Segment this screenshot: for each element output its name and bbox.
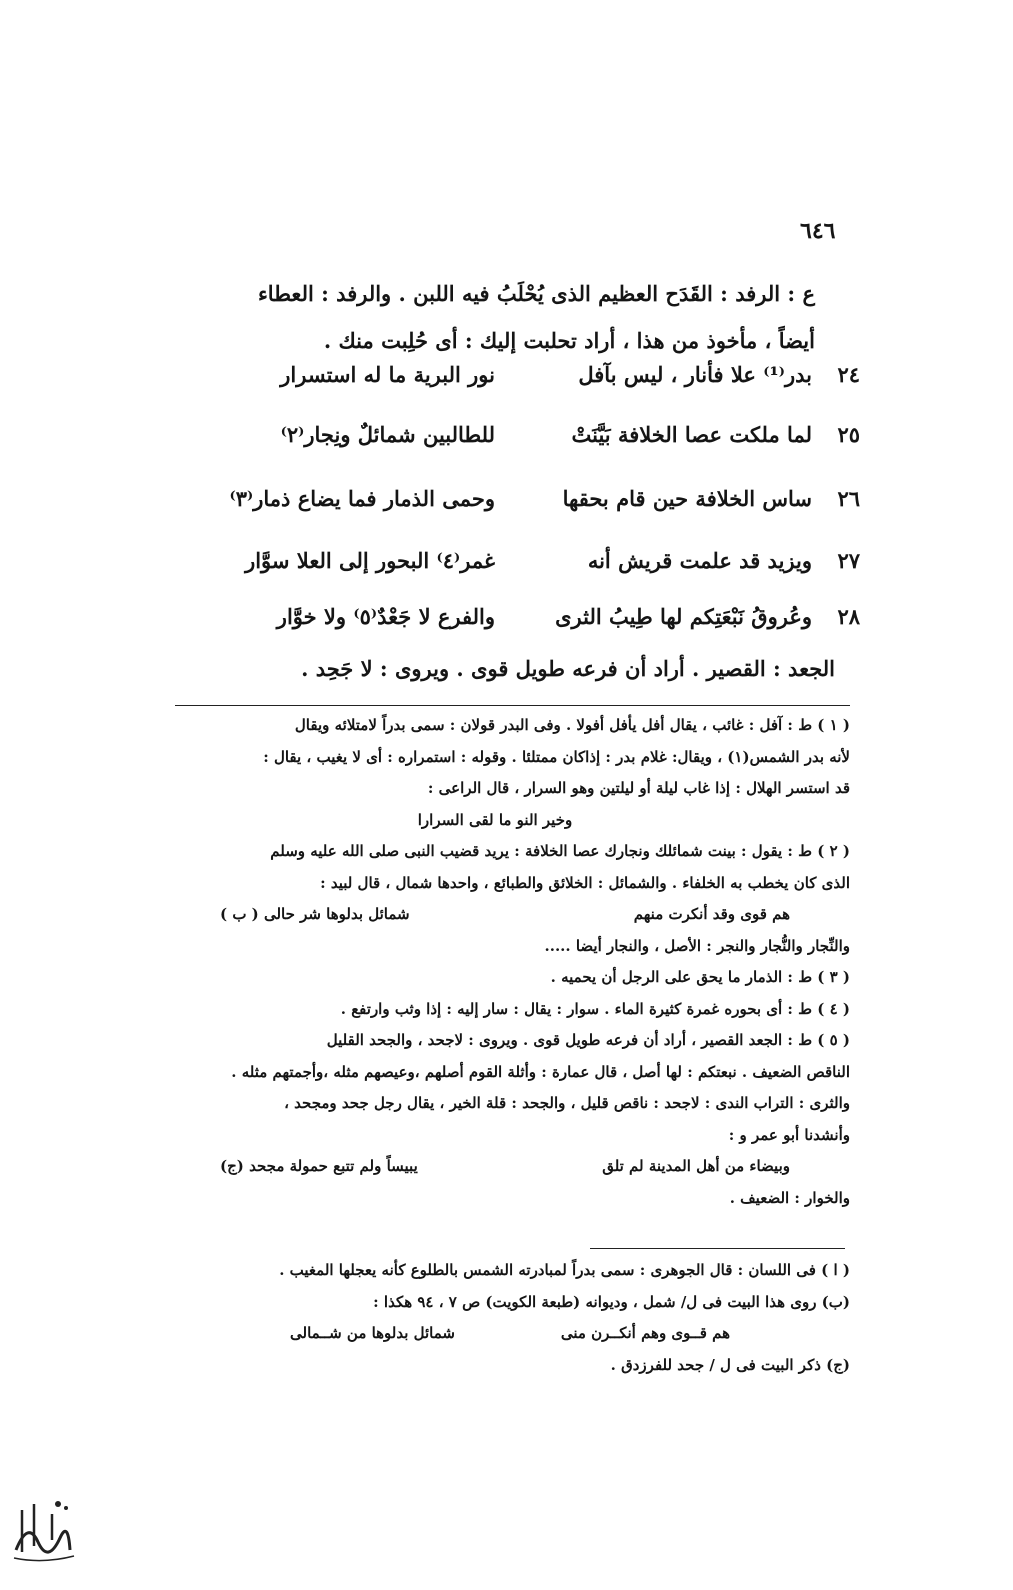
footnote-line: والنِّجار والنُّجار والنجر : الأصل ، والنجار أيضا ..... [544,936,850,955]
footnote-line: الذى كان يخطب به الخلفاء . والشمائل : الخلائق والطبائع ، واحدها شمال ، قال لبيد : [320,873,850,892]
couplet-first-half: هم قــوى وهم أنكــرن منى [560,1324,730,1342]
verse-first-hemistich: ساس الخلافة حين قام بحقها [562,486,812,511]
footnote-line: الناقص الضعيف . نبعتكم : لها أصل ، قال عمارة : وأثلة القوم أصلهم ،وعيصهم مثله ،وأجمتهم مثله . [231,1062,850,1081]
subnote-quoted-couplet [170,1318,850,1350]
footnote-line: لأنه بدر الشمس(١) ، ويقال: غلام بدر : إذاكان ممتلئا . وقوله : استمراره : أى لا يغيب ، يقال : [263,747,850,766]
footnote-line: والخوار : الضعيف . [729,1188,850,1207]
footnote-line: ( ٥ ) ط : الجعد القصير ، أراد أن فرعه طويل قوى . ويروى : لاجحد ، والجحد القليل [326,1031,850,1049]
footnote-line: ( ٤ ) ط : أى بحوره غمرة كثيرة الماء . سوار : يقال : سار إليه : إذا وثب وارتفع . [340,999,850,1018]
verse-gloss: الجعد : القصير . أراد أن فرعه طويل قوى . ويروى : لا جَحِد . [301,656,835,681]
verse-number: ٢٨ [837,604,860,629]
verse-first-hemistich: لما ملكت عصا الخلافة بَيَّنَتْ [571,422,812,447]
intro-paragraph [175,270,815,364]
footnote-line: ( ١ ) ط : آفل : غائب ، يقال أفل يأفل أفولا . وفى البدر قولان : سمى بدراً لامتلائه ويقال [294,716,850,734]
verse-number: ٢٥ [837,422,860,447]
verse-row [210,548,860,598]
verse-row [210,362,860,412]
verse-row [210,422,860,472]
footnote-line: قد استسر الهلال : إذا غاب ليلة أو ليلتين وهو السرار ، قال الراعى : [427,779,850,797]
footnote-line: ( ٢ ) ط : يقول : بينت شمائلك ونجارك عصا الخلافة : يريد قضيب النبى صلى الله عليه وسلم [270,842,850,860]
verse-row [210,604,860,654]
footnotes [170,710,850,1214]
verse-first-hemistich: ويزيد قد علمت قريش أنه [587,548,812,573]
page-number: ٦٤٦ [800,218,836,244]
verse-second-hemistich: نور البرية ما له استسرار [280,362,495,387]
footnote-line: ( ٣ ) ط : الذمار ما يحق على الرجل أن يحميه . [550,968,850,986]
library-logo-icon [8,1480,78,1565]
couplet-first-half: هم قوى وقد أنكرت منهم [633,905,790,923]
footnote-line: والثرى : التراب الندى : لاجحد : ناقص قليل ، والجحد : قلة الخير ، يقال رجل جحد ومجحد ، [284,1094,850,1112]
couplet-second-half: يبيساً ولم تتبع حمولة مجحد (ج) [220,1157,418,1175]
verse-number: ٢٤ [837,362,860,387]
footnote-quoted-couplet [170,899,850,931]
subnote-line: (ج) ذكر البيت فى ل / جحد للفرزدق . [610,1355,850,1374]
verse-number: ٢٦ [837,486,860,511]
verse-second-hemistich: والفرع لا جَعْدٌ⁽٥⁾ ولا خوَّار [276,604,495,629]
couplet-second-half: شمائل بدلوها شر حالى ( ب ) [220,905,410,923]
verse-row [210,486,860,536]
footnote-quoted-couplet [170,1151,850,1183]
intro-line: ع : الرفد : القَدَح العظيم الذى يُحْلَبُ فيه اللبن . والرفد : العطاء [257,281,815,306]
couplet-first-half: وبيضاء من أهل المدينة لم تلق [602,1157,790,1175]
verse-first-hemistich: بدر⁽¹⁾ علا فأنار ، ليس بآفل [578,362,812,387]
footnote-divider [175,705,850,706]
subnote-line: ( ا ) فى اللسان : قال الجوهرى : سمى بدراً لمبادرته الشمس بالطلوع كأنه يعجلها المغيب . [279,1261,850,1279]
verse-first-hemistich: وعُروقُ نَبْعَتِكم لها طِيبُ الثرى [555,604,812,629]
subnote-divider [590,1248,845,1249]
footnote-quoted-verse: وخير النو ما لقى السرارا [417,810,573,829]
subnote-line: (ب) روى هذا البيت فى ل/ شمل ، وديوانه (طبعة الكويت) ص ٧ ، ٩٤ هكذا : [373,1292,850,1311]
verse-second-hemistich: غمر⁽٤⁾ البحور إلى العلا سوَّار [245,548,495,573]
editor-subnotes [170,1255,850,1381]
couplet-second-half: شمائل بدلوها من شــمالى [290,1324,455,1342]
verse-second-hemistich: للطالبين شمائلٌ ونِجار⁽٢⁾ [280,422,495,447]
verse-second-hemistich: وحمى الذمار فما يضاع ذمار⁽٣⁾ [229,486,495,511]
verse-number: ٢٧ [837,548,860,573]
intro-line: أيضاً ، مأخوذ من هذا ، أراد تحلبت إليك : أى حُلِبت منك . [323,328,815,353]
footnote-line: وأنشدنا أبو عمر و : [728,1125,850,1144]
